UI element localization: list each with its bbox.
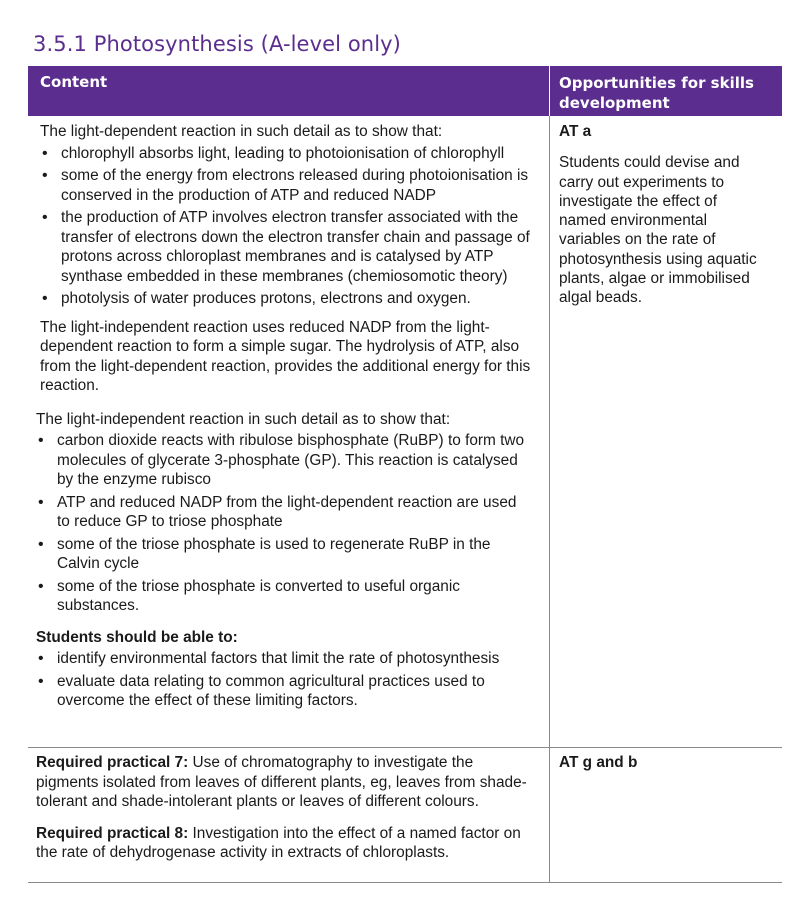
header-content: Content bbox=[40, 73, 108, 91]
list-item: • photolysis of water produces protons, electrons and oxygen. bbox=[40, 289, 549, 309]
skills-cell bbox=[550, 748, 782, 882]
list-item: • identify environmental factors that limit the rate of photosynthesis bbox=[36, 649, 539, 669]
header-skills: Opportunities for skills development bbox=[549, 66, 782, 116]
list-item: • chlorophyll absorbs light, leading to photoionisation of chlorophyll bbox=[40, 144, 549, 164]
table-row bbox=[28, 748, 782, 883]
table-row bbox=[28, 116, 782, 748]
bullet-list bbox=[40, 144, 549, 309]
spec-table bbox=[28, 66, 782, 883]
light-independent-block bbox=[28, 396, 549, 616]
list-item: • some of the triose phosphate is used to regenerate RuBP in the Calvin cycle bbox=[36, 535, 529, 574]
content-cell bbox=[28, 116, 550, 747]
bullet-list bbox=[36, 649, 549, 711]
skills-title: AT g and b bbox=[559, 754, 638, 771]
paragraph: The light-independent reaction uses reduced NADP from the light-dependent reaction to form a simple sugar. The hydrolysis of ATP, also from the light-dependent reaction, provides the additional energy for this reaction. bbox=[40, 318, 531, 394]
students-heading: Students should be able to: bbox=[36, 628, 238, 646]
skills-cell bbox=[550, 116, 782, 747]
light-dependent-block bbox=[28, 116, 549, 309]
list-item: • ATP and reduced NADP from the light-dependent reaction are used to reduce GP to triose phosphate bbox=[36, 493, 529, 532]
list-item: • some of the energy from electrons released during photoionisation is conserved in the production of ATP and reduced NADP bbox=[40, 166, 549, 205]
block-intro: The light-dependent reaction in such detail as to show that: bbox=[40, 123, 443, 140]
required-practical-8: Required practical 8: Investigation into the effect of a named factor on the rate of dehydrogenase activity in extracts of chloroplasts. bbox=[36, 824, 521, 861]
list-item: • evaluate data relating to common agricultural practices used to overcome the effect of these limiting factors. bbox=[36, 672, 539, 711]
light-independent-summary bbox=[28, 312, 549, 396]
skills-title: AT a bbox=[559, 123, 592, 140]
skills-text: Students could devise and carry out experiments to investigate the effect of named environmental variables on the rate of photosynthesis using aquatic plants, algae or immobilised algal beads. bbox=[559, 154, 757, 307]
list-item: • some of the triose phosphate is converted to useful organic substances. bbox=[36, 577, 529, 616]
section-title: 3.5.1 Photosynthesis (A-level only) bbox=[33, 32, 401, 56]
list-item: • carbon dioxide reacts with ribulose bisphosphate (RuBP) to form two molecules of glycerate 3-phosphate (GP). This reaction is catalysed by the enzyme rubisco bbox=[36, 431, 529, 490]
table-header bbox=[28, 66, 782, 116]
block-intro: The light-independent reaction in such detail as to show that: bbox=[36, 410, 451, 428]
content-cell bbox=[28, 748, 550, 882]
bullet-list bbox=[36, 431, 549, 616]
required-practical-7: Required practical 7: Use of chromatography to investigate the pigments isolated from leaves of different plants, eg, leaves from shade-tolerant and shade-intolerant plants or leaves of different colours. bbox=[36, 754, 527, 810]
list-item: • the production of ATP involves electron transfer associated with the transfer of electrons down the electron transfer chain and passage of protons across chloroplast membranes and is catalysed by ATP synthase embedded in these membranes (chemiosomotic theory) bbox=[40, 208, 549, 286]
students-should-block bbox=[28, 619, 549, 711]
